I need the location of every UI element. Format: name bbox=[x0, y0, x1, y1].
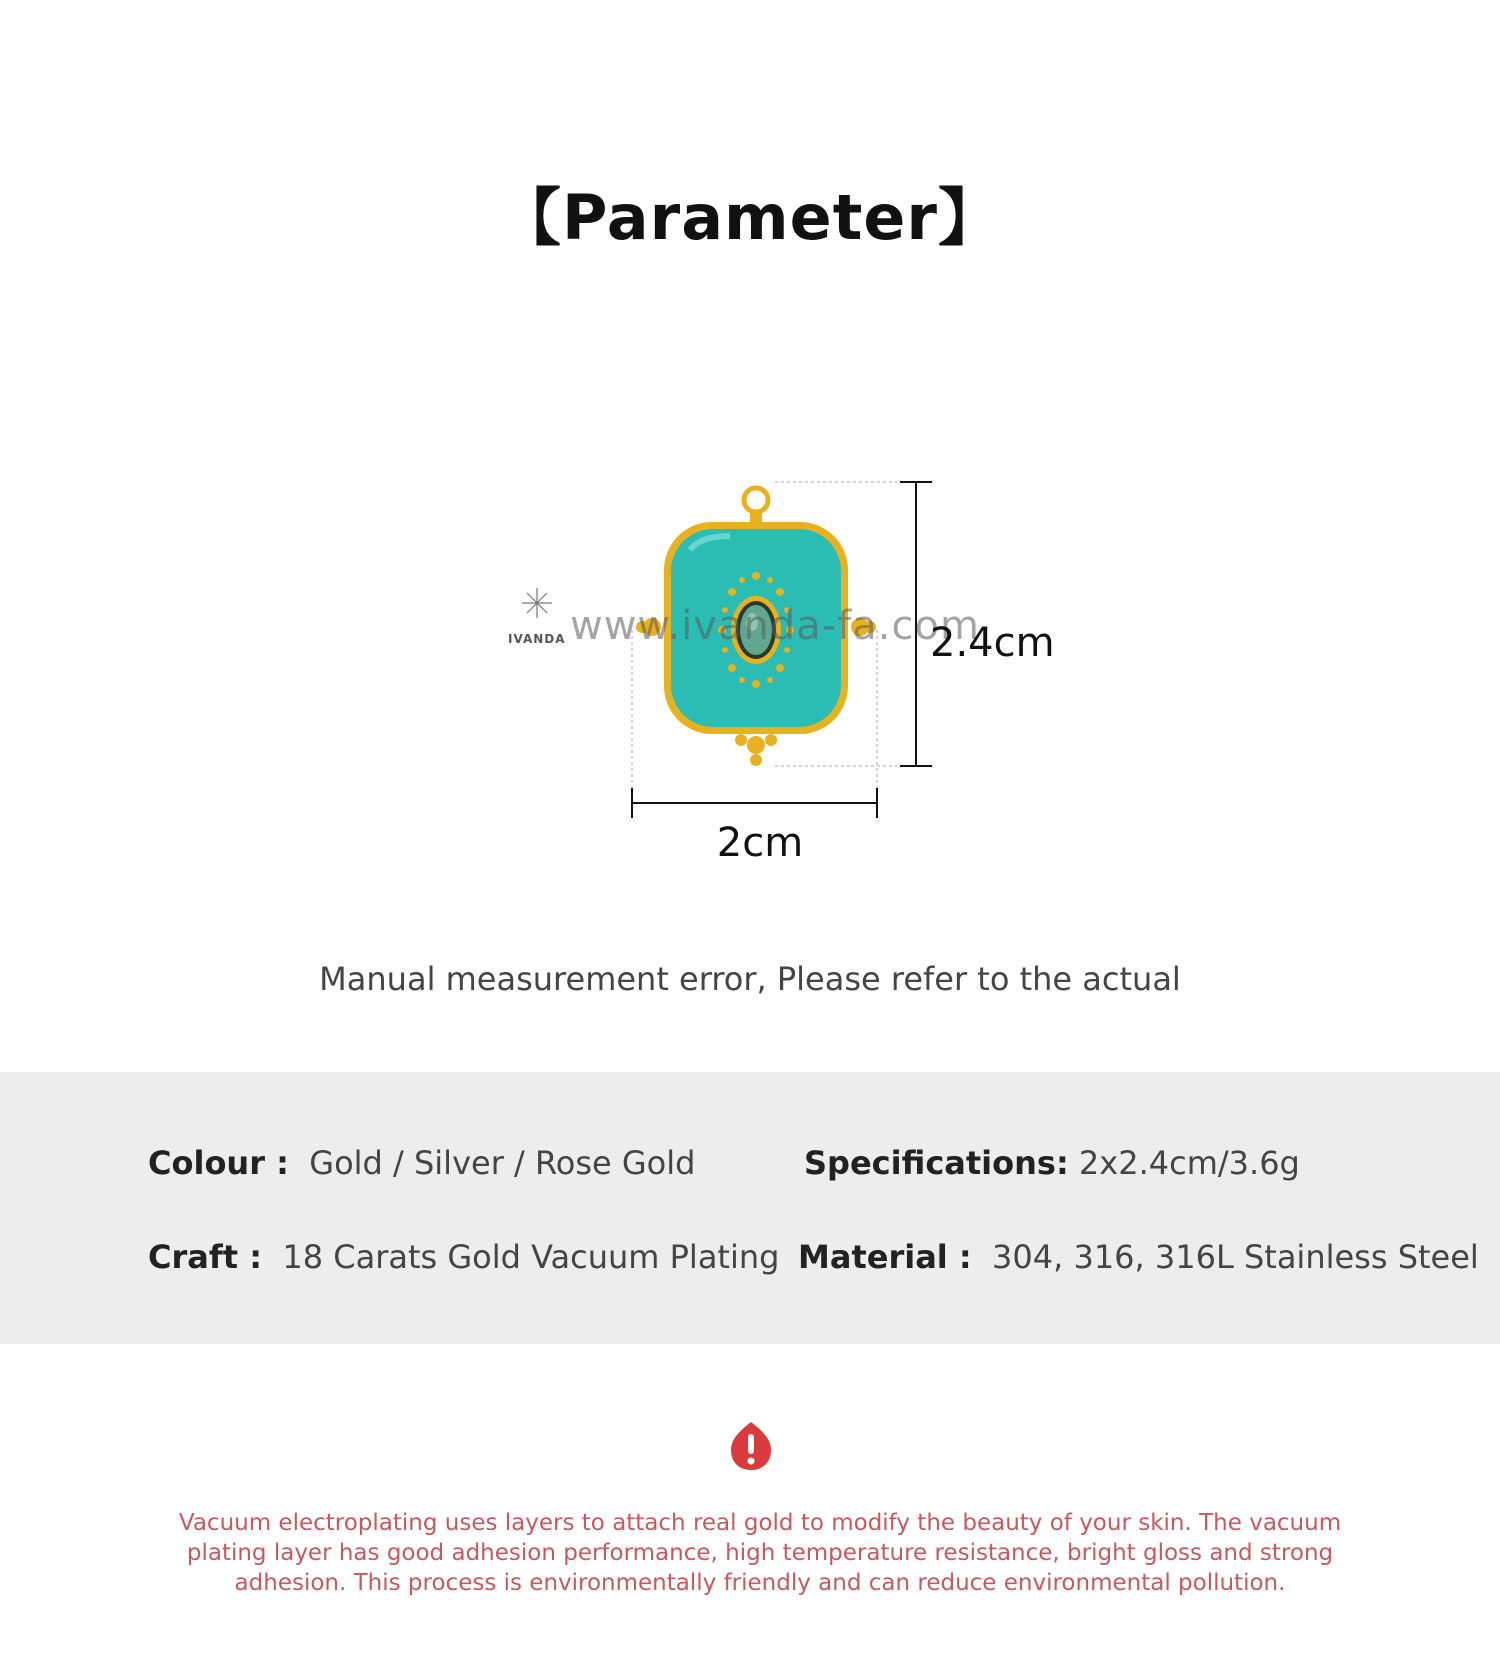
watermark: www.ivanda-fa.com bbox=[570, 603, 980, 649]
product-dimension-diagram bbox=[0, 440, 1500, 880]
specs-panel bbox=[0, 1072, 1500, 1344]
spec-specifications-label: Specifications: bbox=[804, 1144, 1069, 1182]
spec-material bbox=[798, 1238, 1479, 1276]
spec-colour-label: Colour : bbox=[148, 1144, 289, 1182]
measurement-note: Manual measurement error, Please refer to the actual bbox=[319, 960, 1181, 998]
page-title: 【Parameter】 bbox=[499, 181, 1001, 254]
plating-description: Vacuum electroplating uses layers to attach real gold to modify the beauty of your skin. The vacuum plating layer has good adhesion performance, high temperature resistance, bright gloss and strong adhesion. This process is environmentally friendly and can reduce environmental pollution. bbox=[178, 1510, 1342, 1596]
exclamation-icon bbox=[727, 1420, 775, 1472]
spec-craft-value: 18 Carats Gold Vacuum Plating bbox=[282, 1238, 780, 1276]
spec-specifications-value: 2x2.4cm/3.6g bbox=[1078, 1144, 1300, 1182]
spec-material-label: Material : bbox=[798, 1238, 972, 1276]
spec-craft bbox=[148, 1238, 779, 1276]
spec-colour-value: Gold / Silver / Rose Gold bbox=[309, 1144, 696, 1182]
pendant-image bbox=[0, 440, 1500, 880]
spec-material-value: 304, 316, 316L Stainless Steel bbox=[992, 1238, 1479, 1276]
dimension-width-label: 2cm bbox=[716, 820, 804, 866]
brand-name: IVANDA bbox=[508, 632, 566, 646]
spec-specifications bbox=[804, 1144, 1300, 1182]
spec-colour bbox=[148, 1144, 695, 1182]
spec-craft-label: Craft : bbox=[148, 1238, 263, 1276]
brand-logo-icon bbox=[522, 588, 552, 618]
dimension-height-label: 2.4cm bbox=[930, 620, 1055, 666]
